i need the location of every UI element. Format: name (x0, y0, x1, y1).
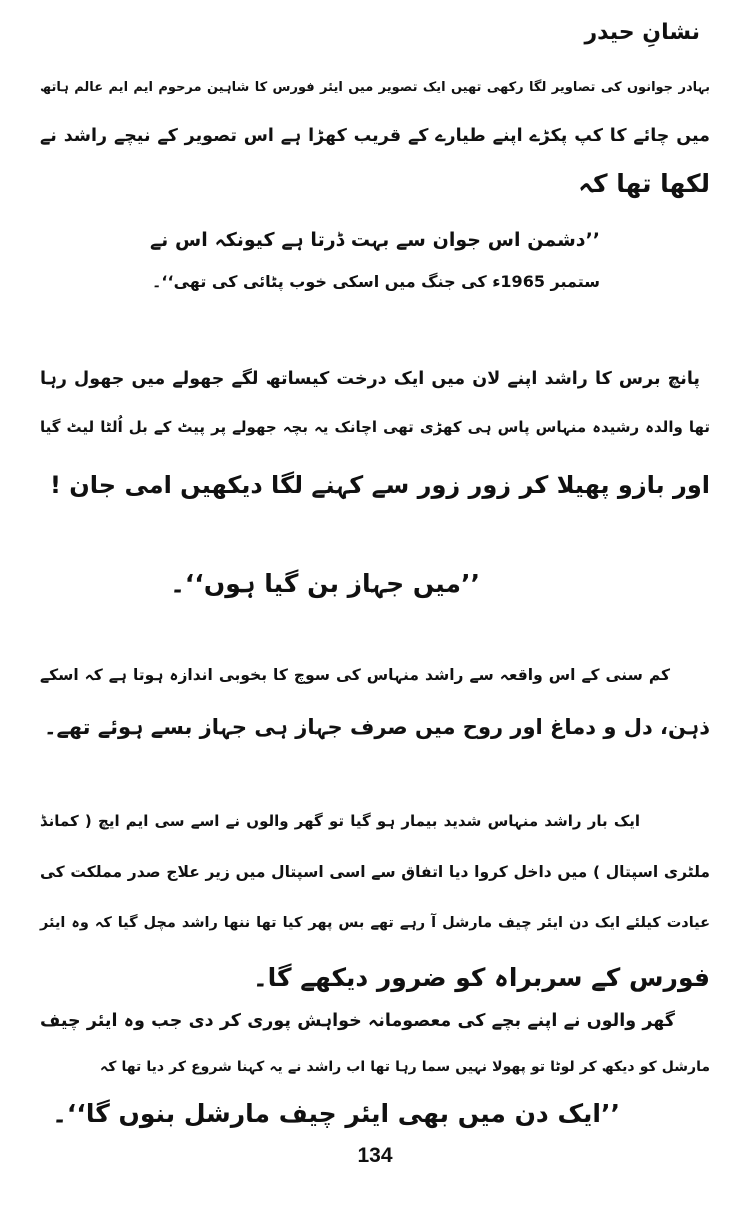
quote-line: ستمبر 1965ء کی جنگ میں اسکی خوب پٹائی کی تھی‘‘۔ (152, 272, 600, 291)
quote-line: ’’میں جہاز بن گیا ہوں‘‘۔ (170, 569, 480, 598)
quote-line: ’’دشمن اس جوان سے بہت ڈرتا ہے کیونکہ اس نے (150, 229, 600, 251)
text-line: مارشل کو دیکھ کر لوٹا تو پھولا نہیں سما رہا تھا اب راشد نے یہ کہنا شروع کر دیا تھا کہ (100, 1059, 710, 1075)
quote-line: ’’ایک دن میں بھی ایئر چیف مارشل بنوں گا‘‘۔ (52, 1099, 620, 1128)
text-line: بہادر جوانوں کی تصاویر لگا رکھی تھیں ایک تصویر میں ایئر فورس کا شاہین مرحوم ایم ایم عالم ہاتھ (40, 80, 710, 95)
text-line: پانچ برس کا راشد اپنے لان میں ایک درخت کیساتھ لگے جھولے میں جھول رہا (40, 369, 700, 389)
text-line: عیادت کیلئے ایک دن ایئر چیف مارشل آ رہے تھے بس پھر کیا تھا ننھا راشد مچل گیا کہ وہ ایئر (40, 915, 710, 931)
text-line: اور بازو پھیلا کر زور زور سے کہنے لگا دیکھیں امی جان ! (50, 471, 710, 499)
text-line: تھا والدہ رشیدہ منہاس پاس ہی کھڑی تھی اچانک یہ بچہ جھولے پر پیٹ کے بل اُلٹا لیٹ گیا (40, 418, 710, 436)
text-line: گھر والوں نے اپنے بچے کی معصومانہ خواہش پوری کر دی جب وہ ایئر چیف (40, 1011, 675, 1031)
text-line: لکھا تھا کہ (578, 169, 710, 198)
chapter-header: نشانِ حیدر (584, 20, 700, 45)
text-line: ملٹری اسپتال ) میں داخل کروا دیا اتفاق سے اسی اسپتال میں زیر علاج صدر مملکت کی (40, 863, 710, 881)
text-line: کم سنی کے اس واقعہ سے راشد منہاس کی سوچ کا بخوبی اندازہ ہوتا ہے کہ اسکے (40, 666, 670, 684)
text-line: فورس کے سربراہ کو ضرور دیکھے گا۔ (253, 963, 710, 992)
page-number: 134 (357, 1144, 393, 1167)
text-line: ایک بار راشد منہاس شدید بیمار ہو گیا تو گھر والوں نے اسے سی ایم ایچ ( کمانڈ (40, 812, 640, 830)
text-line: میں چائے کا کپ پکڑے اپنے طیارے کے قریب کھڑا ہے اس تصویر کے نیچے راشد نے (40, 126, 710, 146)
text-line: ذہن، دل و دماغ اور روح میں صرف جہاز ہی جہاز بسے ہوئے تھے۔ (44, 715, 710, 739)
